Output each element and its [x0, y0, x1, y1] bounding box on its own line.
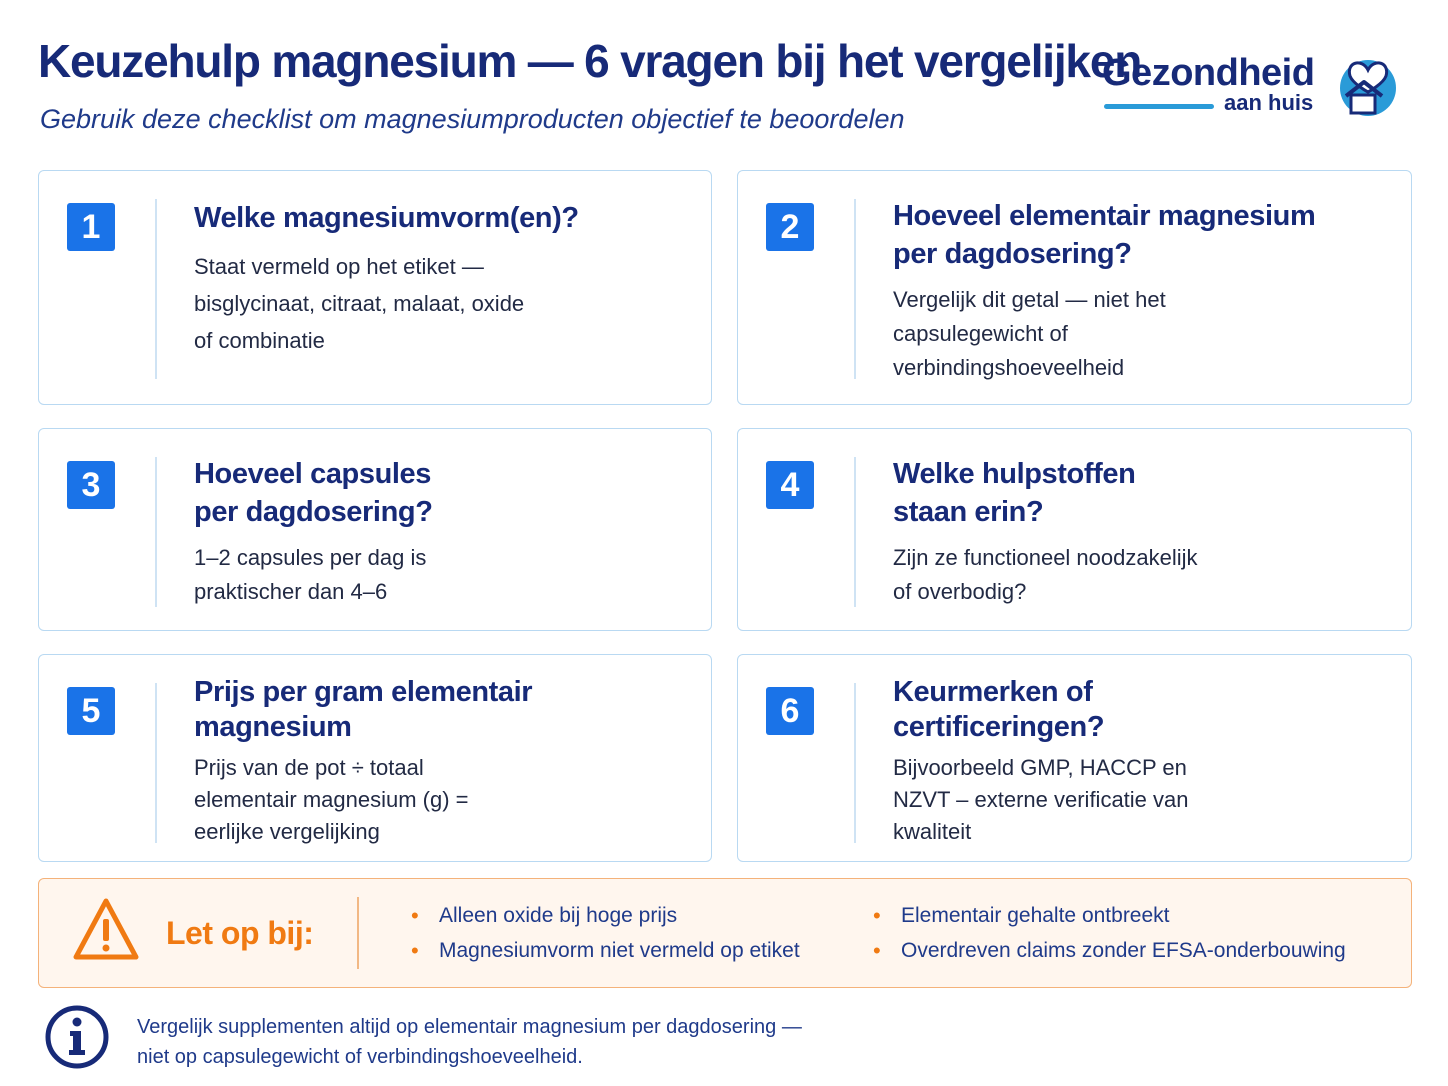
card-body: Staat vermeld op het etiket — bisglycinaat, citraat, malaat, oxide of combinatie — [194, 254, 525, 353]
card-body: Prijs van de pot ÷ totaal elementair magnesium (g) = eerlijke vergelijking — [194, 755, 469, 844]
warning-item: • Overdreven claims zonder EFSA-onderbouwing — [901, 939, 1346, 963]
checklist-card-1 — [38, 170, 712, 405]
card-divider — [854, 199, 856, 379]
card-divider — [155, 457, 157, 607]
card-body: Vergelijk dit getal — niet het capsulegewicht of verbindingshoeveelheid — [893, 287, 1166, 380]
card-divider — [155, 199, 157, 379]
info-note: Vergelijk supplementen altijd op elementair magnesium per dagdosering — niet op capsulegewicht of verbindingshoeveelheid. — [137, 1016, 802, 1068]
card-body: Zijn ze functioneel noodzakelijk of overbodig? — [893, 545, 1198, 604]
warning-item: • Alleen oxide bij hoge prijs — [439, 904, 677, 928]
warning-item: • Magnesiumvorm niet vermeld op etiket — [439, 939, 800, 963]
warning-divider — [357, 897, 359, 969]
card-divider — [155, 683, 157, 843]
card-title: Welke magnesiumvorm(en)? — [194, 202, 579, 234]
card-title: Hoeveel elementair magnesium per dagdosering? — [893, 200, 1316, 270]
page-title: Keuzehulp magnesium — 6 vragen bij het vergelijken — [38, 35, 1142, 87]
card-title: Hoeveel capsules per dagdosering? — [194, 458, 433, 528]
card-divider — [854, 457, 856, 607]
checklist-card-6 — [737, 654, 1412, 862]
logo-underline — [1104, 104, 1214, 109]
logo-tagline: aan huis — [1224, 90, 1314, 115]
info-icon — [44, 1004, 110, 1070]
card-body: 1–2 capsules per dag is praktischer dan 4–6 — [194, 545, 427, 604]
card-title: Keurmerken of certificeringen? — [893, 676, 1105, 743]
card-title: Welke hulpstoffen staan erin? — [893, 458, 1136, 528]
heart-house-icon — [1336, 50, 1400, 120]
checklist-card-5 — [38, 654, 712, 862]
checklist-card-2 — [737, 170, 1412, 405]
card-number-badge: 5 — [67, 687, 115, 735]
card-body: Bijvoorbeeld GMP, HACCP en NZVT – externe verificatie van kwaliteit — [893, 755, 1189, 844]
card-number-badge: 3 — [67, 461, 115, 509]
warning-label: Let op bij: — [166, 915, 314, 951]
card-number-badge: 2 — [766, 203, 814, 251]
checklist-card-3 — [38, 428, 712, 631]
card-divider — [854, 683, 856, 843]
card-title: Prijs per gram elementair magnesium — [194, 676, 533, 743]
warning-triangle-icon — [71, 895, 141, 965]
checklist-card-4 — [737, 428, 1412, 631]
card-number-badge: 1 — [67, 203, 115, 251]
logo — [1100, 50, 1410, 130]
logo-name: Gezondheid — [1102, 52, 1315, 94]
warning-box — [38, 878, 1412, 988]
card-number-badge: 6 — [766, 687, 814, 735]
warning-item: • Elementair gehalte ontbreekt — [901, 904, 1170, 928]
card-number-badge: 4 — [766, 461, 814, 509]
page-subtitle: Gebruik deze checklist om magnesiumproducten objectief te beoordelen — [40, 104, 905, 134]
